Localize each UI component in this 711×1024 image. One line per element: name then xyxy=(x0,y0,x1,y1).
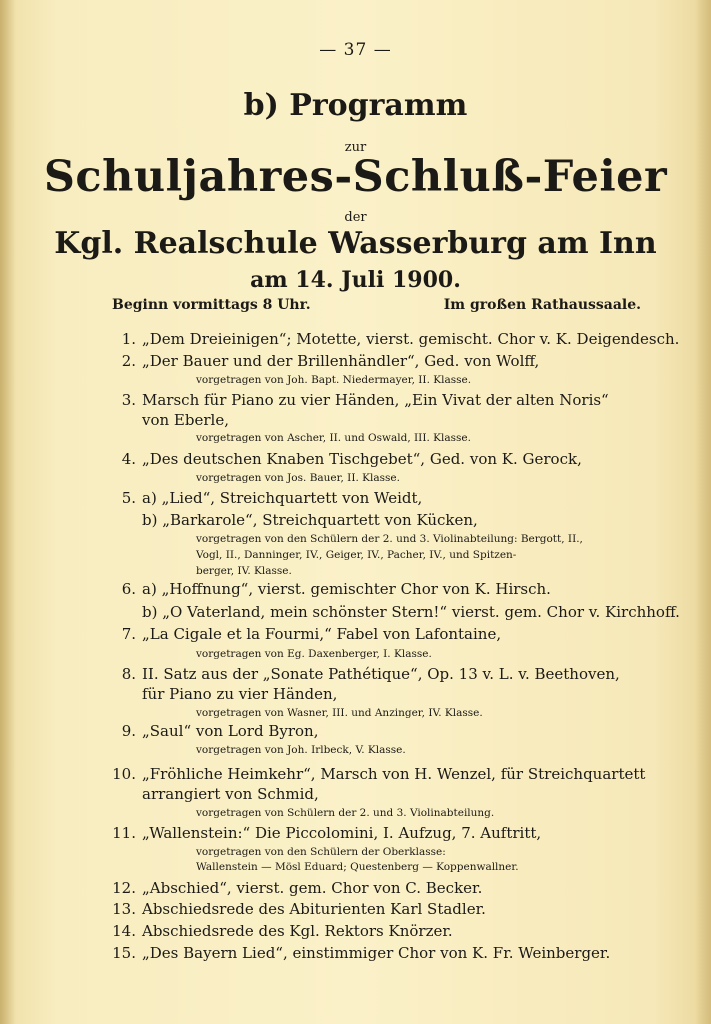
program-heading: b) Programm xyxy=(243,88,468,123)
item-number: 5. xyxy=(121,489,136,507)
item-number: 10. xyxy=(112,765,136,783)
item-number: 8. xyxy=(121,665,136,683)
item-performer-note: vorgetragen von Eg. Daxenberger, I. Klasse. xyxy=(196,648,432,660)
article-der: der xyxy=(344,210,367,225)
item-title: Marsch für Piano zu vier Händen, „Ein Vivat der alten Noris“ xyxy=(142,391,609,409)
page-number: — 37 — xyxy=(319,40,392,60)
item-performer-note: berger, IV. Klasse. xyxy=(196,565,292,577)
item-title: „Saul“ von Lord Byron, xyxy=(142,722,319,740)
main-title: Schuljahres-Schluß-Feier xyxy=(43,152,668,202)
item-title-continued: b) „Barkarole“, Streichquartett von Kücken, xyxy=(142,511,478,529)
item-title-continued: arrangiert von Schmid, xyxy=(142,785,319,803)
item-number: 11. xyxy=(112,824,136,842)
item-title-continued: von Eberle, xyxy=(142,411,229,429)
item-number: 2. xyxy=(121,352,136,370)
item-title: „La Cigale et la Fourmi,“ Fabel von Lafontaine, xyxy=(142,625,502,643)
item-number: 13. xyxy=(112,900,136,918)
preposition-zur: zur xyxy=(344,140,367,155)
item-performer-note: vorgetragen von Ascher, II. und Oswald, III. Klasse. xyxy=(196,432,471,444)
item-title: a) „Hoffnung“, vierst. gemischter Chor von K. Hirsch. xyxy=(142,580,551,598)
item-title: Abschiedsrede des Kgl. Rektors Knörzer. xyxy=(142,922,453,940)
item-performer-note: vorgetragen von Schülern der 2. und 3. Violinabteilung. xyxy=(196,807,495,819)
item-title: Abschiedsrede des Abiturienten Karl Stadler. xyxy=(142,900,486,918)
item-title-continued: für Piano zu vier Händen, xyxy=(142,685,338,703)
item-number: 14. xyxy=(112,922,136,940)
item-title: „Fröhliche Heimkehr“, Marsch von H. Wenzel, für Streichquartett xyxy=(142,765,646,783)
item-number: 7. xyxy=(121,625,136,643)
item-number: 15. xyxy=(112,944,136,962)
item-performer-note: vorgetragen von Jos. Bauer, II. Klasse. xyxy=(196,472,400,484)
item-performer-note: vorgetragen von Wasner, III. und Anzinger, IV. Klasse. xyxy=(196,707,483,719)
item-title: „Wallenstein:“ Die Piccolomini, I. Aufzug, 7. Auftritt, xyxy=(142,824,542,842)
item-title: a) „Lied“, Streichquartett von Weidt, xyxy=(142,489,423,507)
item-title: „Des Bayern Lied“, einstimmiger Chor von K. Fr. Weinberger. xyxy=(142,944,611,962)
item-title: „Abschied“, vierst. gem. Chor von C. Becker. xyxy=(142,879,483,897)
item-performer-note: vorgetragen von den Schülern der Oberklasse: xyxy=(196,846,446,858)
item-title: II. Satz aus der „Sonate Pathétique“, Op. 13 v. L. v. Beethoven, xyxy=(142,665,620,683)
item-number: 3. xyxy=(121,391,136,409)
item-performer-note: vorgetragen von Joh. Irlbeck, V. Klasse. xyxy=(196,744,406,756)
item-number: 12. xyxy=(112,879,136,897)
item-number: 4. xyxy=(121,450,136,468)
event-location: Im großen Rathaussaale. xyxy=(443,297,641,313)
start-time: Beginn vormittags 8 Uhr. xyxy=(112,297,311,313)
event-date: am 14. Juli 1900. xyxy=(250,267,461,293)
item-number: 6. xyxy=(121,580,136,598)
item-title: „Des deutschen Knaben Tischgebet“, Ged. von K. Gerock, xyxy=(142,450,582,468)
item-title-continued: b) „O Vaterland, mein schönster Stern!“ vierst. gem. Chor v. Kirchhoff. xyxy=(142,603,680,621)
item-number: 9. xyxy=(121,722,136,740)
school-name: Kgl. Realschule Wasserburg am Inn xyxy=(54,226,657,261)
item-title: „Der Bauer und der Brillenhändler“, Ged. von Wolff, xyxy=(142,352,540,370)
item-number: 1. xyxy=(121,330,136,348)
item-performer-note: Vogl, II., Danninger, IV., Geiger, IV., Pacher, IV., und Spitzen- xyxy=(196,549,517,561)
item-performer-note: vorgetragen von den Schülern der 2. und 3. Violinabteilung: Bergott, II., xyxy=(196,533,583,545)
item-performer-note: vorgetragen von Joh. Bapt. Niedermayer, II. Klasse. xyxy=(196,374,472,386)
item-performer-note: Wallenstein — Mösl Eduard; Questenberg — Koppenwallner. xyxy=(196,861,519,873)
item-title: „Dem Dreieinigen“; Motette, vierst. gemischt. Chor v. K. Deigendesch. xyxy=(142,330,680,348)
